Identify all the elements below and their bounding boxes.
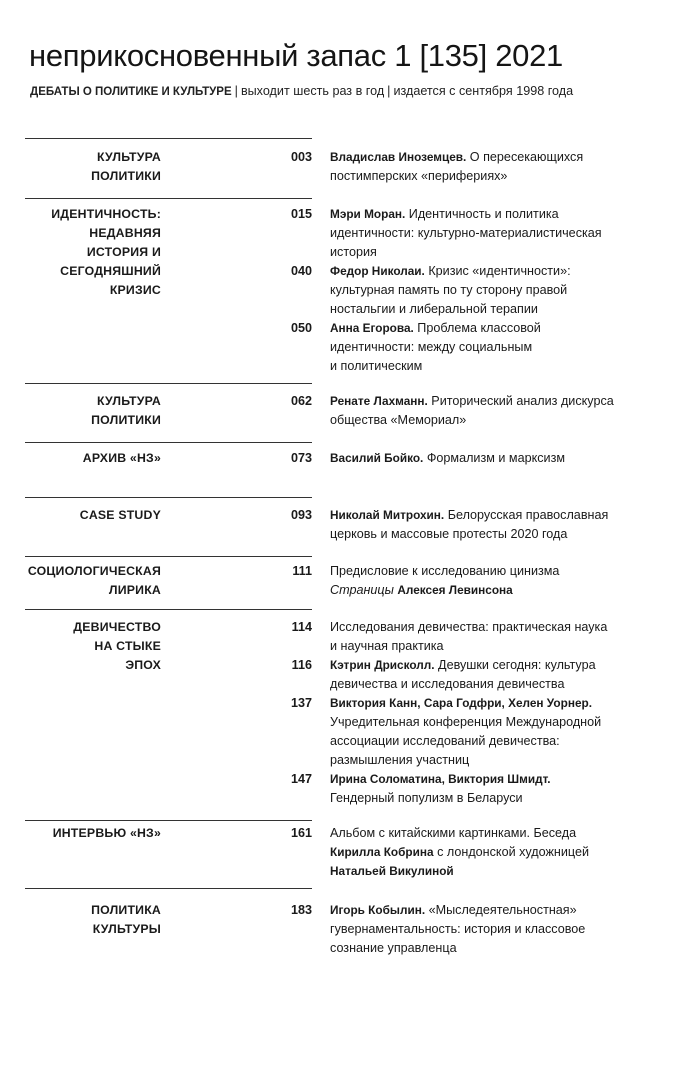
entries-list [270, 562, 690, 600]
author-name: Игорь Кобылин. [330, 903, 426, 917]
article-title: Учредительная конференция Международной [330, 715, 602, 729]
section-label-line: СЕГОДНЯШНИЙ [60, 264, 161, 278]
entry-text [330, 824, 690, 881]
section-divider [25, 888, 312, 889]
section-label-line: ИНТЕРВЬЮ «НЗ» [52, 826, 161, 840]
toc-entry[interactable] [270, 262, 690, 319]
page-number: 040 [290, 264, 312, 278]
section-label-line: КУЛЬТУРЫ [92, 922, 161, 936]
page-number: 003 [290, 150, 312, 164]
section-label [20, 824, 161, 843]
entry-line [330, 694, 690, 713]
entry-line [330, 939, 690, 958]
entry-line [330, 656, 690, 675]
entry-line [330, 824, 690, 843]
entries-list [270, 449, 690, 468]
entry-line [330, 732, 690, 751]
entry-text [330, 562, 690, 600]
entry-text [330, 694, 690, 770]
separator: | [387, 84, 391, 98]
entry-line [330, 843, 690, 862]
article-title: и научная практика [330, 639, 444, 653]
entry-line [330, 637, 690, 656]
article-title: церковь и массовые протесты 2020 года [330, 527, 568, 541]
author-name: Василий Бойко. [330, 451, 424, 465]
article-title: Идентичность и политика [405, 207, 559, 221]
section-divider [25, 198, 312, 199]
page-number: 073 [290, 451, 312, 465]
article-title: Девушки сегодня: культура [434, 658, 596, 672]
entry-line [330, 357, 690, 376]
author-name: Владислав Иноземцев. [330, 150, 467, 164]
section-label-line: КРИЗИС [109, 283, 161, 297]
author-name: Натальей Викулиной [330, 864, 454, 878]
entry-line [330, 675, 690, 694]
section-label [20, 449, 161, 468]
author-name: Николай Митрохин. [330, 508, 445, 522]
article-title: Формализм и марксизм [423, 451, 566, 465]
section-label [20, 392, 161, 430]
toc-entry[interactable] [270, 319, 690, 376]
article-title: ассоциации исследований девичества: [330, 734, 560, 748]
entry-line [330, 319, 690, 338]
page-number: 050 [290, 321, 312, 335]
article-title: постимперских «перифериях» [330, 169, 508, 183]
entry-line [330, 770, 690, 789]
entry-line [330, 262, 690, 281]
entries-list [270, 901, 690, 958]
entry-line [330, 300, 690, 319]
entry-text [330, 656, 690, 694]
page-number: 062 [290, 394, 312, 408]
entry-text [330, 392, 690, 430]
author-name: Федор Николаи. [330, 264, 425, 278]
author-name: Кирилла Кобрина [330, 845, 434, 859]
entry-line [330, 205, 690, 224]
entry-line [330, 148, 690, 167]
toc-entry[interactable] [270, 770, 690, 808]
section-label-line: ЭПОХ [125, 658, 161, 672]
entry-text [330, 449, 690, 468]
toc-entry[interactable] [270, 824, 690, 881]
toc-entry[interactable] [270, 148, 690, 186]
toc-entry[interactable] [270, 449, 690, 468]
author-name: Ренате Лахманн. [330, 394, 428, 408]
page-number: 137 [290, 696, 312, 710]
article-title: сознание управленца [330, 941, 457, 955]
author-name: Виктория Канн, Сара Годфри, Хелен Уорнер. [330, 696, 592, 710]
section-label [20, 506, 161, 525]
page-number: 093 [290, 508, 312, 522]
article-title: гувернаментальность: история и классовое [330, 922, 586, 936]
entries-list [270, 392, 690, 430]
article-title: идентичности: между социальным [330, 340, 533, 354]
article-title: ностальгии и либеральной терапии [330, 302, 538, 316]
section-divider [25, 383, 312, 384]
section-label-line: CASE STUDY [79, 508, 161, 522]
section-label-line: НЕДАВНЯЯ [89, 226, 161, 240]
entry-line [330, 167, 690, 186]
entry-text [330, 901, 690, 958]
article-title: и политическим [330, 359, 423, 373]
section-label-line: ИСТОРИЯ И [86, 245, 161, 259]
toc-entry[interactable] [270, 506, 690, 544]
entry-text [330, 770, 690, 808]
article-title: Белорусская православная [444, 508, 609, 522]
entry-line [330, 243, 690, 262]
section-label-line: ИДЕНТИЧНОСТЬ: [51, 207, 161, 221]
section-label-line: КУЛЬТУРА [97, 394, 161, 408]
entry-line [330, 525, 690, 544]
toc-entry[interactable] [270, 656, 690, 694]
author-name: Кэтрин Дрисколл. [330, 658, 435, 672]
author-name: Анна Егорова. [330, 321, 414, 335]
entries-list [270, 148, 690, 186]
section-label [20, 618, 161, 675]
entry-line [330, 920, 690, 939]
article-title: Альбом с китайскими картинками. Беседа [330, 826, 577, 840]
article-title: общества «Мемориал» [330, 413, 467, 427]
article-title: «Мыследеятельностная» [425, 903, 577, 917]
entry-text [330, 618, 690, 656]
entry-line [330, 751, 690, 770]
section-label [20, 205, 161, 300]
toc-entry[interactable] [270, 618, 690, 656]
section-divider [25, 442, 312, 443]
subtitle-tagline: ДЕБАТЫ О ПОЛИТИКЕ И КУЛЬТУРЕ [30, 86, 232, 98]
subtitle-since: издается с сентября 1998 года [393, 84, 574, 98]
entry-text [330, 319, 690, 376]
entries-list [270, 506, 690, 544]
entry-text [330, 506, 690, 544]
article-title: культурная память по ту сторону правой [330, 283, 568, 297]
author-name: Мэри Моран. [330, 207, 406, 221]
section-label [20, 562, 161, 600]
article-title: девичества и исследования девичества [330, 677, 565, 691]
toc-entry[interactable] [270, 694, 690, 770]
entry-line [330, 392, 690, 411]
subtitle-frequency: выходит шесть раз в год [240, 84, 385, 98]
article-title: Предисловие к исследованию цинизма [330, 564, 560, 578]
page-number: 183 [290, 903, 312, 917]
article-title: Проблема классовой [413, 321, 541, 335]
page-number: 114 [291, 620, 312, 634]
page-number: 161 [290, 826, 312, 840]
author-name: Ирина Соломатина, Виктория Шмидт. [330, 772, 551, 786]
entry-text [330, 148, 690, 186]
section-label-line: СОЦИОЛОГИЧЕСКАЯ [27, 564, 161, 578]
journal-subtitle [30, 84, 573, 98]
entry-line [330, 449, 690, 468]
article-title: Риторический анализ дискурса [427, 394, 614, 408]
page-number: 147 [290, 772, 312, 786]
article-title: Гендерный популизм в Беларуси [330, 791, 523, 805]
entries-list [270, 205, 690, 376]
toc-entry[interactable] [270, 392, 690, 430]
entry-text [330, 262, 690, 319]
entry-line [330, 713, 690, 732]
section-label-line: КУЛЬТУРА [97, 150, 161, 164]
article-title: размышления участниц [330, 753, 470, 767]
entry-line [330, 281, 690, 300]
article-title: Кризис «идентичности»: [424, 264, 571, 278]
entry-line [330, 338, 690, 357]
entry-line [330, 506, 690, 525]
page-number: 015 [290, 207, 312, 221]
entry-line [330, 618, 690, 637]
section-label-line: АРХИВ «НЗ» [82, 451, 161, 465]
article-title: Страницы [330, 583, 398, 597]
entries-list [270, 824, 690, 881]
entry-line [330, 581, 690, 600]
section-label [20, 901, 161, 939]
journal-title: неприкосновенный запас 1 [135] 2021 [29, 38, 563, 73]
section-label-line: ЛИРИКА [108, 583, 161, 597]
section-divider [25, 556, 312, 557]
section-divider [25, 497, 312, 498]
entry-line [330, 789, 690, 808]
page-number: 111 [292, 564, 312, 578]
article-title: Исследования девичества: практическая наука [330, 620, 608, 634]
entry-line [330, 224, 690, 243]
article-title: идентичности: культурно-материалистическая [330, 226, 602, 240]
author-name: Алексея Левинсона [397, 583, 513, 597]
article-title: с лондонской художницей [433, 845, 590, 859]
entry-line [330, 411, 690, 430]
section-label-line: ПОЛИТИКИ [91, 169, 161, 183]
entry-line [330, 562, 690, 581]
article-title: О пересекающихся [466, 150, 584, 164]
section-label-line: ДЕВИЧЕСТВО [73, 620, 161, 634]
section-label [20, 148, 161, 186]
toc-entry[interactable] [270, 562, 690, 600]
entry-line [330, 862, 690, 881]
separator: | [234, 84, 238, 98]
section-divider [25, 609, 312, 610]
page-number: 116 [291, 658, 312, 672]
entry-line [330, 901, 690, 920]
toc-entry[interactable] [270, 901, 690, 958]
entries-list [270, 618, 690, 808]
section-label-line: ПОЛИТИКИ [91, 413, 161, 427]
section-label-line: ПОЛИТИКА [91, 903, 161, 917]
section-divider [25, 820, 312, 821]
entry-text [330, 205, 690, 262]
section-label-line: НА СТЫКЕ [94, 639, 161, 653]
toc-entry[interactable] [270, 205, 690, 262]
section-divider [25, 138, 312, 139]
article-title: история [330, 245, 377, 259]
